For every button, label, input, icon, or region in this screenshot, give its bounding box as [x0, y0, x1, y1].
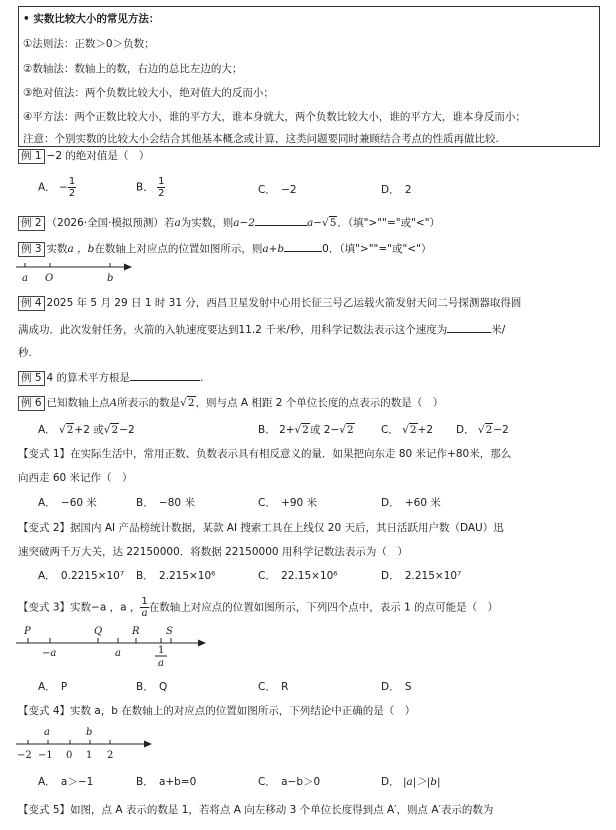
answer-blank[interactable] [255, 215, 307, 226]
point-label-P: P [24, 626, 31, 637]
methods-title: • 实数比较大小的常见方法： [23, 13, 160, 25]
variant-1-line-2: 向西走 60 米记作（ ） [18, 472, 133, 484]
variant-3-option-a[interactable]: A． P [38, 681, 68, 693]
tick-label-recip-den: a [158, 658, 164, 669]
example-3-stem: 例 3 实数a ，b在数轴上对应点的位置如图所示，则a+b 0．（填">""="或"<"） [18, 241, 431, 257]
tick-label-a: a [115, 648, 121, 659]
tick-0: 0 [66, 750, 73, 761]
example-1-tag: 例 1 [18, 149, 45, 164]
variant-3-option-c[interactable]: C． R [258, 681, 289, 693]
variant-1-option-c[interactable]: C． +90 米 [258, 497, 318, 509]
variant-4-stem: 【变式 4】实数 a，b 在数轴上的对应点的位置如图所示，下列结论中正确的是（ ） [18, 705, 416, 717]
example-6-tag: 例 6 [18, 396, 45, 411]
tick-label-neg-a: −a [42, 648, 57, 659]
example-2-tag: 例 2 [18, 216, 45, 231]
example-1-option-b[interactable]: B． $\frac{1}{2}$ [136, 176, 165, 199]
example-4-line-1: 例 4 2025 年 5 月 29 日 1 时 31 分，西昌卫星发射中心用长征三号乙运载火箭发射天问二号探测器取得圆 [18, 296, 521, 311]
variant-4-option-c[interactable]: C． a−b＞0 [258, 776, 321, 788]
axis-label-b: b [107, 273, 114, 284]
fraction: $\frac{1}{2}$ [158, 176, 165, 199]
answer-blank[interactable] [130, 370, 200, 381]
method-item-4: ④平方法：两个正数比较大小，谁的平方大，谁本身就大，两个负数比较大小，谁的平方大，谁本身反而小； [23, 111, 526, 123]
example-4-line-2: 满成功．此次发射任务，火箭的入轨速度要达到11.2 千米/秒，用科学记数法表示这个速度为 米/ [18, 324, 506, 336]
example-6-stem: 例 6 已知数轴上点A所表示的数是√2，则与点 A 相距 2 个单位长度的点表示的数是（ ） [18, 396, 443, 411]
variant-2-line-2: 速突破两千万大关，达 22150000．将数据 22150000 用科学记数法表示为（ ） [18, 546, 408, 558]
variant-4-option-d[interactable]: D． |a|＞|b| [381, 776, 441, 788]
variant-4-number-line [14, 724, 164, 764]
example-1-option-a[interactable]: A． − $\frac{1}{2}$ [38, 176, 76, 199]
variant-3-stem: 【变式 3】实数−a ，a ， $\frac{1}{a}$ 在数轴上对应点的位置如图所示，下列四个点中，表示 1 的点可能是（ ） [18, 596, 499, 619]
example-6-option-a[interactable]: A． √2+2 或√2−2 [38, 424, 135, 436]
variant-3-option-d[interactable]: D． S [381, 681, 412, 693]
variant-4-option-a[interactable]: A． a＞−1 [38, 776, 94, 788]
method-item-2: ②数轴法：数轴上的数，右边的总比左边的大； [23, 63, 243, 75]
variant-1-option-d[interactable]: D． +60 米 [381, 497, 441, 509]
variant-2-option-d[interactable]: D． 2.215×10⁷ [381, 570, 462, 582]
variant-1-option-b[interactable]: B． −80 米 [136, 497, 195, 509]
variant-2-option-c[interactable]: C． 22.15×10⁶ [258, 570, 338, 582]
example-6-option-d[interactable]: D． √2−2 [456, 424, 509, 436]
tick-label-recip-num: 1 [158, 645, 165, 656]
tick-2: 2 [107, 750, 114, 761]
example-1-stem: 例 1 −2 的绝对值是（ ） [18, 149, 149, 164]
answer-blank[interactable] [447, 322, 491, 333]
point-label-Q: Q [94, 626, 103, 637]
point-label-a: a [44, 727, 50, 738]
fraction: $\frac{1}{2}$ [68, 176, 76, 199]
axis-label-origin: O [45, 273, 54, 284]
example-1-option-d[interactable]: D． 2 [381, 184, 412, 196]
answer-blank[interactable] [284, 241, 322, 252]
tick-1: 1 [86, 750, 93, 761]
variant-2-option-a[interactable]: A． 0.2215×10⁷ [38, 570, 125, 582]
point-label-b: b [86, 727, 93, 738]
point-label-R: R [132, 626, 140, 637]
variant-4-option-b[interactable]: B． a+b=0 [136, 776, 197, 788]
variant-2-line-1: 【变式 2】据国内 AI 产品榜统计数据，某款 AI 搜索工具在上线仅 20 天后，其日活跃用户数（DAU）迅 [18, 522, 504, 534]
method-item-3: ③绝对值法：两个负数比较大小，绝对值大的反而小； [23, 87, 274, 99]
axis-label-a: a [22, 273, 28, 284]
variant-1-option-a[interactable]: A． −60 米 [38, 497, 97, 509]
point-label-S: S [166, 626, 173, 637]
method-note: 注意：个别实数的比较大小会结合其他基本概念或计算，这类问题要同时兼顾结合考点的性质再做比较. [23, 133, 499, 145]
example-6-option-b[interactable]: B． 2+√2或 2−√2 [258, 424, 354, 436]
variant-5-stem: 【变式 5】如图，点 A 表示的数是 1，若将点 A 向左移动 3 个单位长度得到点 A′，则点 A′表示的数为 [18, 804, 494, 816]
fraction: $\frac{1}{a}$ [141, 596, 148, 619]
example-4-tag: 例 4 [18, 296, 45, 311]
example-2-stem: 例 2 （2026·全国·模拟预测）若a为实数，则a−2 a−√5．（填">""="或"<"） [18, 215, 440, 231]
tick-neg2: −2 [17, 750, 32, 761]
example-3-tag: 例 3 [18, 242, 45, 257]
variant-1-line-1: 【变式 1】在实际生活中，常用正数、负数表示具有相反意义的量．如果把向东走 80 米记作+80米，那么 [18, 448, 512, 460]
example-5-stem: 例 5 4 的算术平方根是 . [18, 370, 203, 386]
example-3-number-line [14, 258, 144, 284]
variant-3-number-line [14, 622, 214, 670]
method-item-1: ①法则法：正数＞0＞负数； [23, 38, 155, 50]
tick-neg1: −1 [38, 750, 53, 761]
example-5-tag: 例 5 [18, 371, 45, 386]
variant-3-option-b[interactable]: B． Q [136, 681, 168, 693]
example-6-option-c[interactable]: C． √2+2 [381, 424, 434, 436]
methods-box [18, 6, 600, 147]
variant-2-option-b[interactable]: B． 2.215×10⁶ [136, 570, 216, 582]
example-4-line-3: 秒. [18, 347, 32, 359]
example-1-option-c[interactable]: C． −2 [258, 184, 297, 196]
